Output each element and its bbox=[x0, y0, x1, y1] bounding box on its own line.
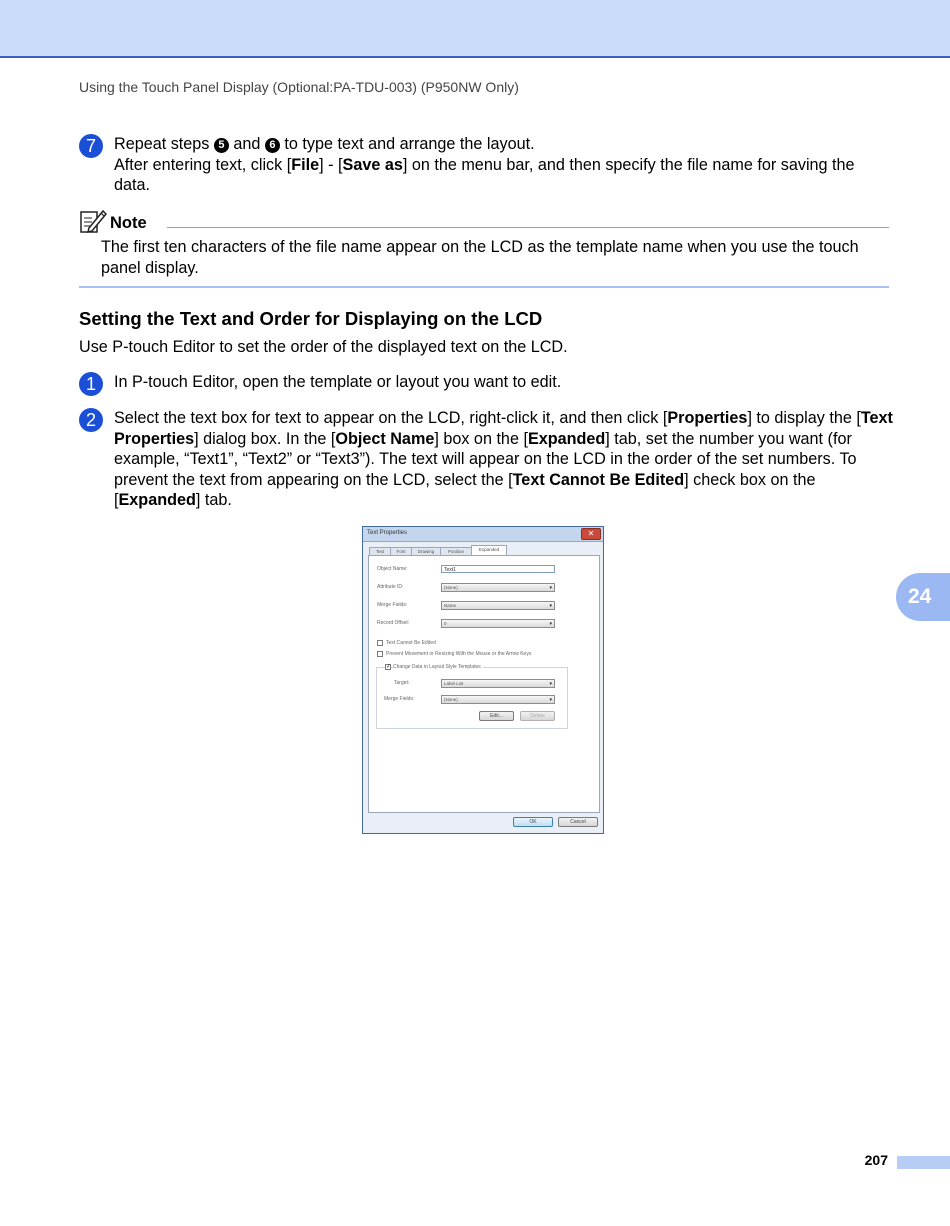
step-1 bbox=[79, 372, 894, 393]
prevent-movement-label: Prevent Movement or Resizing With the Mouse or the Arrow Keys bbox=[386, 651, 532, 657]
chevron-down-icon: ▾ bbox=[549, 681, 552, 687]
chevron-down-icon: ▾ bbox=[549, 621, 552, 627]
delete-button[interactable]: Delete bbox=[520, 711, 555, 721]
step-text: Select the text box for text to appear on the LCD, right-click it, and then click [Properties] to display the [Text Properties] dialog box. In the [Object Name] box on the [Expanded] tab, set the number you want (for example, “Text1”, “Text2” or “Text3”). The text will appear on the LCD in the order of the set numbers. To prevent the text from appearing on the LCD, select the [Text Cannot Be Edited] check box on the [Expanded] tab. bbox=[114, 409, 893, 509]
prevent-movement-checkbox[interactable] bbox=[377, 651, 383, 657]
step-2 bbox=[79, 408, 894, 511]
target-select[interactable]: Label List ▾ bbox=[441, 679, 555, 688]
dialog-title: Text Properties bbox=[367, 530, 408, 536]
running-header: Using the Touch Panel Display (Optional:PA-TDU-003) (P950NW Only) bbox=[79, 79, 519, 95]
note-rule bbox=[167, 227, 889, 228]
change-data-label: Change Data in Layout Style Templates bbox=[393, 664, 481, 670]
chevron-down-icon: ▾ bbox=[549, 603, 552, 609]
note-divider bbox=[79, 286, 889, 288]
edit-button[interactable]: Edit... bbox=[479, 711, 514, 721]
record-offset-label: Record Offset: bbox=[377, 620, 410, 626]
dialog-titlebar bbox=[363, 527, 603, 542]
target-label: Target: bbox=[394, 680, 410, 686]
close-icon[interactable]: ✕ bbox=[581, 528, 601, 540]
header-band bbox=[0, 0, 950, 58]
step-ref: 6 bbox=[265, 138, 280, 153]
tab-expanded[interactable]: Expanded bbox=[471, 545, 507, 556]
change-data-checkbox[interactable]: ✓ bbox=[386, 664, 392, 670]
text-cannot-be-edited-label: Text Cannot Be Edited bbox=[386, 640, 436, 646]
merge-fields-label: Merge Fields: bbox=[377, 602, 408, 608]
step-number: 2 bbox=[79, 408, 103, 432]
section-intro: Use P-touch Editor to set the order of the displayed text on the LCD. bbox=[79, 338, 568, 356]
step-number: 7 bbox=[79, 134, 103, 158]
text-properties-dialog bbox=[362, 526, 604, 834]
note-text: The first ten characters of the file name appear on the LCD as the template name when you use the touch panel display. bbox=[101, 238, 859, 277]
text-cannot-be-edited-checkbox[interactable] bbox=[377, 640, 383, 646]
step-number: 1 bbox=[79, 372, 103, 396]
merge-fields2-label: Merge Fields: bbox=[384, 696, 415, 702]
object-name-label: Object Name: bbox=[377, 566, 408, 572]
step-7 bbox=[79, 134, 894, 196]
step-text: In P-touch Editor, open the template or layout you want to edit. bbox=[114, 373, 562, 391]
cancel-button[interactable]: Cancel bbox=[558, 817, 598, 827]
menu-ref: Save as bbox=[342, 155, 403, 174]
section-title: Setting the Text and Order for Displaying on the LCD bbox=[79, 308, 543, 329]
page-number: 207 bbox=[864, 1152, 888, 1168]
merge-fields-select[interactable]: Name ▾ bbox=[441, 601, 555, 610]
merge-fields2-select[interactable]: (None) ▾ bbox=[441, 695, 555, 704]
tab-font[interactable]: Font bbox=[390, 547, 412, 556]
tab-text[interactable]: Text bbox=[369, 547, 391, 556]
tab-position[interactable]: Position bbox=[440, 547, 472, 556]
chevron-down-icon: ▾ bbox=[549, 697, 552, 703]
menu-ref: File bbox=[291, 155, 320, 174]
object-name-field[interactable]: Text1 bbox=[441, 565, 555, 573]
note-pencil-icon bbox=[79, 208, 107, 234]
chapter-tab: 24 bbox=[896, 573, 950, 621]
note-title: Note bbox=[110, 214, 147, 232]
ok-button[interactable]: OK bbox=[513, 817, 553, 827]
expanded-tab-panel bbox=[368, 555, 600, 813]
step-ref: 5 bbox=[214, 138, 229, 153]
step-text: Repeat steps 5 and 6 to type text and arrange the layout. After entering text, click [File] - [Save as] on the menu bar, and then specify the file name for saving the data. bbox=[114, 135, 855, 194]
record-offset-select[interactable]: 0 ▾ bbox=[441, 619, 555, 628]
attribute-id-label: Attribute ID: bbox=[377, 584, 404, 590]
footer-bar bbox=[897, 1156, 950, 1169]
layout-style-group bbox=[376, 667, 568, 729]
tab-drawing[interactable]: Drawing bbox=[411, 547, 441, 556]
attribute-id-select[interactable]: (None) ▾ bbox=[441, 583, 555, 592]
chevron-down-icon: ▾ bbox=[549, 585, 552, 591]
